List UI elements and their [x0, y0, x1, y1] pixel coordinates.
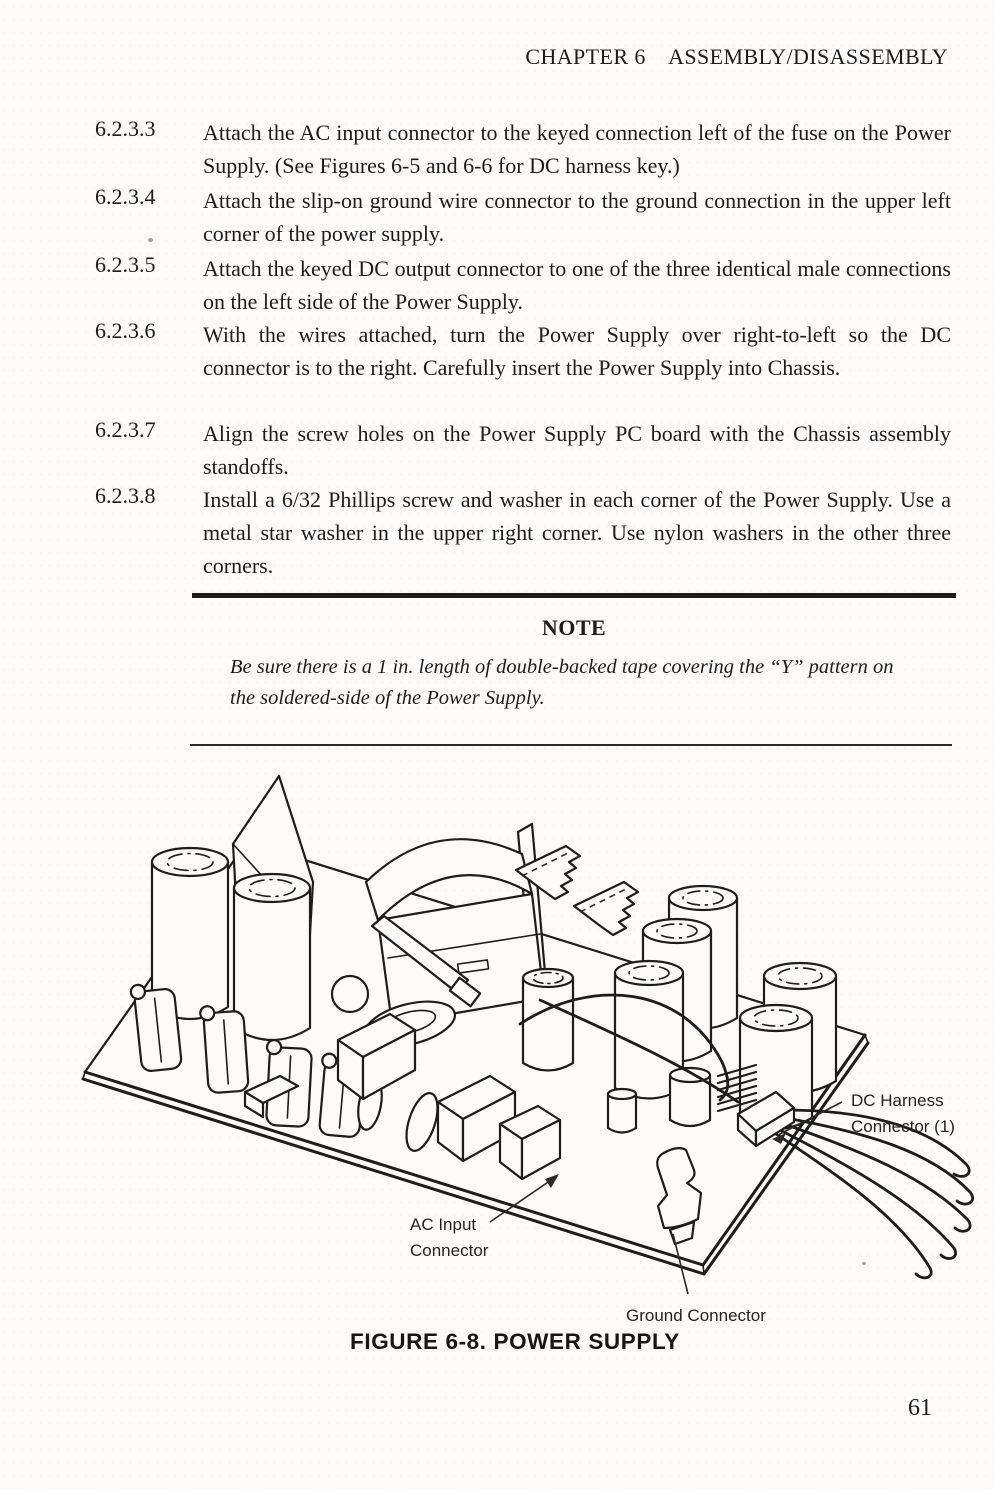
capacitor [234, 874, 310, 1040]
power-supply-illustration [70, 762, 992, 1337]
step-number: 6.2.3.8 [95, 483, 156, 508]
step-number: 6.2.3.5 [95, 252, 156, 277]
step-text: Attach the AC input connector to the keyed connection left of the fuse on the Power Supply. (See Figures 6-5 and 6-6 for DC harness key.) [203, 120, 951, 178]
step-text: With the wires attached, turn the Power Supply over right-to-left so the DC connector is to the right. Carefully insert the Power Supply into Chassis. [203, 322, 951, 380]
label-dc-harness-line1: DC Harness [851, 1091, 944, 1110]
step-number: 6.2.3.6 [95, 318, 156, 343]
step-number: 6.2.3.3 [95, 116, 156, 141]
figure-caption: FIGURE 6-8. POWER SUPPLY [350, 1329, 680, 1354]
chapter-header: CHAPTER 6 ASSEMBLY/DISASSEMBLY [525, 44, 948, 69]
step-number: 6.2.3.7 [95, 417, 156, 442]
step-number: 6.2.3.4 [95, 184, 156, 209]
label-ac-input-line1: AC Input [410, 1215, 477, 1234]
capacitor [523, 969, 573, 1071]
note-body: Be sure there is a 1 in. length of double-backed tape covering the “Y” pattern on the soldered-side of the Power Supply. [230, 656, 894, 709]
small-capacitor [670, 1068, 710, 1126]
label-dc-harness-line2: Connector (1) [851, 1117, 955, 1136]
note-rule-top [192, 593, 956, 598]
page-number: 61 [908, 1395, 932, 1421]
step-text: Install a 6/32 Phillips screw and washer in each corner of the Power Supply. Use a metal star washer in the upper right corner. Use nylon washers in the other three corners. [203, 487, 951, 578]
label-ac-input-line2: Connector [410, 1241, 489, 1260]
step-text: Attach the keyed DC output connector to one of the three identical male connections on the left side of the Power Supply. [203, 256, 951, 314]
note-rule-bottom [190, 744, 952, 746]
note-title: NOTE [541, 615, 607, 640]
scan-speck [148, 238, 153, 242]
step-text: Attach the slip-on ground wire connector to the ground connection in the upper left corner of the power supply. [203, 188, 951, 246]
step-text: Align the screw holes on the Power Supply PC board with the Chassis assembly standoffs. [203, 421, 951, 479]
label-dc-harness [851, 1088, 955, 1140]
small-capacitor [200, 1004, 249, 1094]
label-ac-input [410, 1212, 488, 1264]
label-ground-connector: Ground Connector [626, 1306, 766, 1325]
small-capacitor [608, 1089, 636, 1133]
